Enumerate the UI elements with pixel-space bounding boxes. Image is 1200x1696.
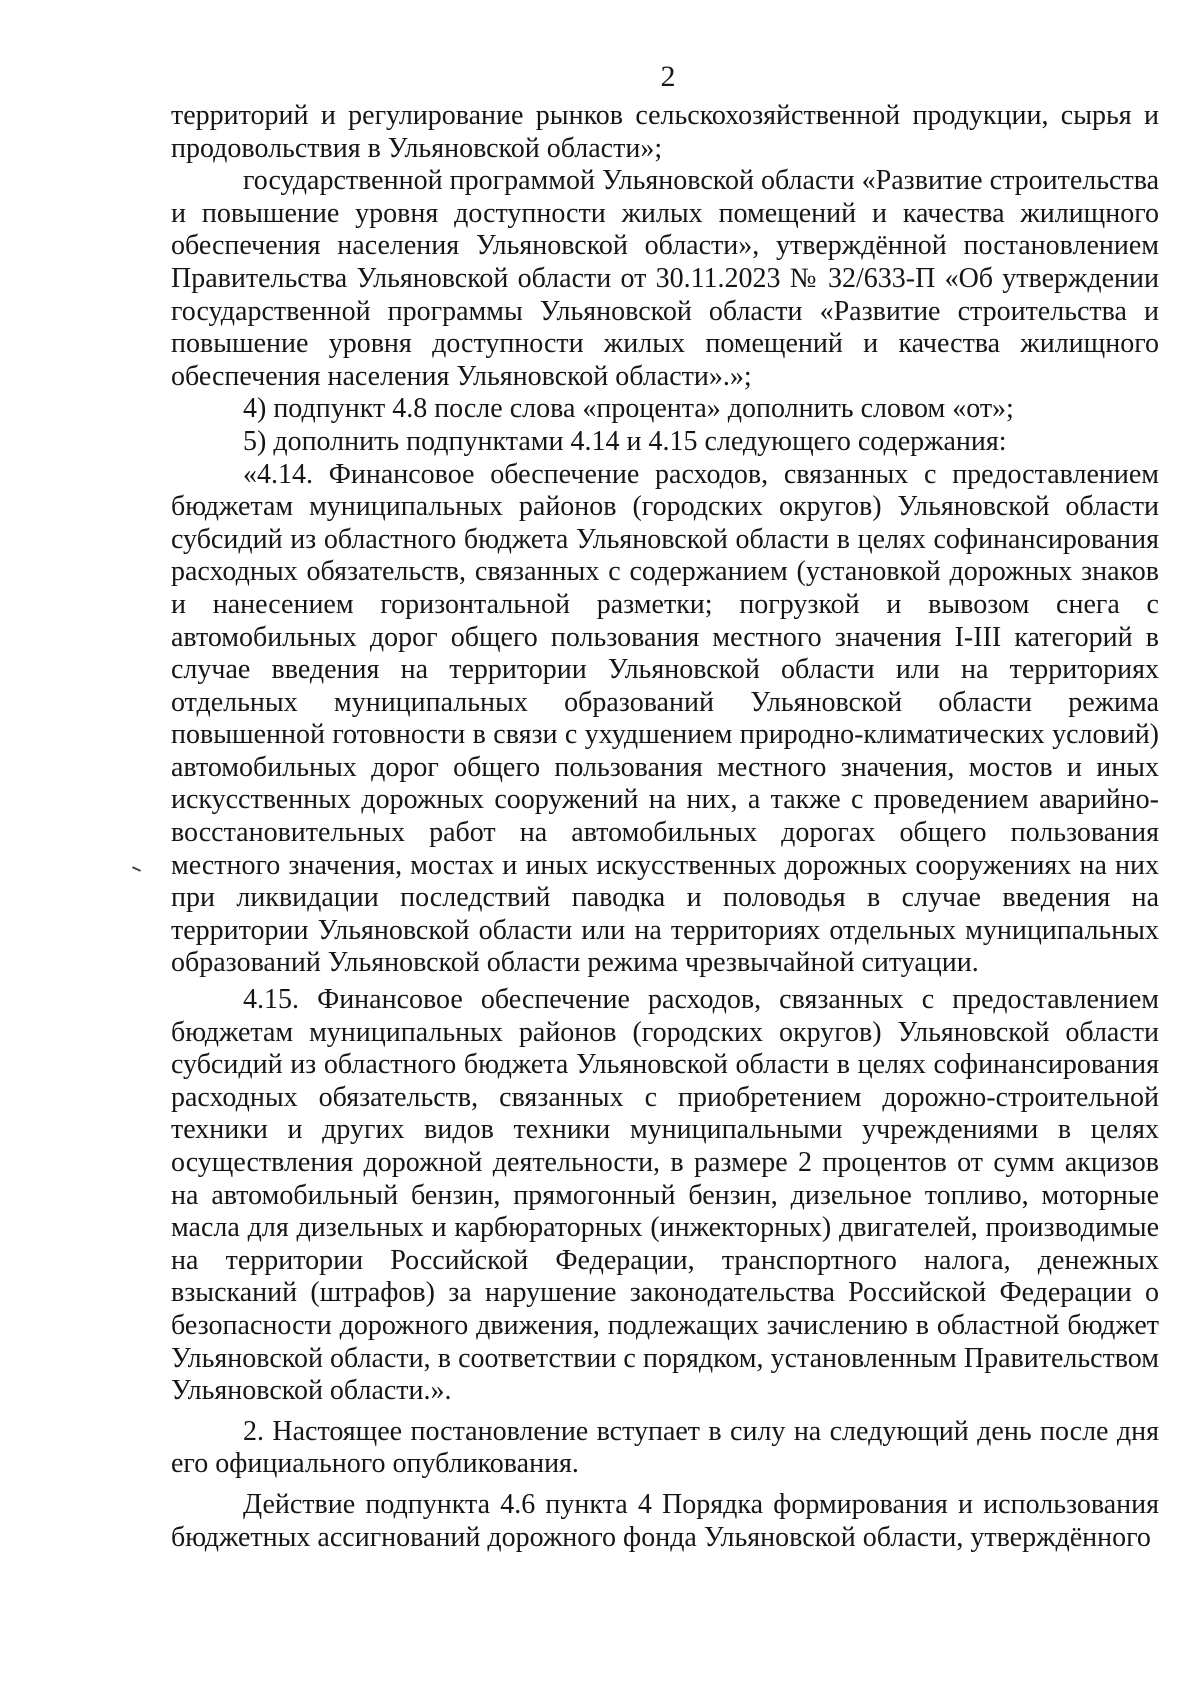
paragraph-subitem-4-14: «4.14. Финансовое обеспечение расходов, связанных с предоставлением бюджетам муниципальных районов (городских округов) Ульяновской области субсидий из областного бюджета Ульяновской области в целях софинансирования расходных обязательств, связанных с содержанием (установкой дорожных знаков и нанесением горизонтальной разметки; погрузкой и вывозом снега с автомобильных дорог общего пользования местного значения I-III категорий в случае введения на территории Ульяновской области или на территориях отдельных муниципальных образований Ульяновской области режима повышенной готовности в связи с ухудшением природно-климатических условий) автомобильных дорог общего пользования местного значения, мостов и иных искусственных дорожных сооружений на них, а также с проведением аварийно-восстановительных работ на автомобильных дорогах общего пользования местного значения, мостах и иных искусственных дорожных сооружениях на них при ликвидации последствий паводка и половодья в случае введения на территории Ульяновской области или на территориях отдельных муниципальных образований Ульяновской области режима чрезвычайной ситуации. xyxy=(171,458,1159,979)
paragraph-state-program: государственной программой Ульяновской области «Развитие строительства и повышение уровня доступности жилых помещений и качества жилищного обеспечения населения Ульяновской области», утверждённой постановлением Правительства Ульяновской области от 30.11.2023 № 32/633-П «Об утверждении государственной программы Ульяновской области «Развитие строительства и повышение уровня доступности жилых помещений и качества жилищного обеспечения населения Ульяновской области».»; xyxy=(171,165,1159,392)
page-number: 2 xyxy=(660,60,676,93)
scan-artifact-mark xyxy=(132,866,141,872)
paragraph-subitem-4-15: 4.15. Финансовое обеспечение расходов, связанных с предоставлением бюджетам муниципальных районов (городских округов) Ульяновской области субсидий из областного бюджета Ульяновской области в целях софинансирования расходных обязательств, связанных с приобретением дорожно-строительной техники и других видов техники муниципальными учреждениями в целях осуществления дорожной деятельности, в размере 2 процентов от сумм акцизов на автомобильный бензин, прямогонный бензин, дизельное топливо, моторные масла для дизельных и карбюраторных (инжекторных) двигателей, производимые на территории Российской Федерации, транспортного налога, денежных взысканий (штрафов) за нарушение законодательства Российской Федерации о безопасности дорожного движения, подлежащих зачислению в областной бюджет Ульяновской области, в соответствии с порядком, установленным Правительством Ульяновской области.». xyxy=(171,984,1159,1407)
paragraph-continuation: территорий и регулирование рынков сельскохозяйственной продукции, сырья и продовольствия в Ульяновской области»; xyxy=(171,100,1159,164)
paragraph-item-5: 5) дополнить подпунктами 4.14 и 4.15 следующего содержания: xyxy=(243,425,1007,457)
paragraph-item-4: 4) подпункт 4.8 после слова «процента» дополнить словом «от»; xyxy=(243,393,1014,425)
paragraph-effective-date: 2. Настоящее постановление вступает в силу на следующий день после дня его официального опубликования. xyxy=(171,1415,1159,1480)
paragraph-effect-clause: Действие подпункта 4.6 пункта 4 Порядка формирования и использования бюджетных ассигнований дорожного фонда Ульяновской области, утверждённого xyxy=(171,1488,1159,1553)
document-body xyxy=(171,100,1159,1554)
